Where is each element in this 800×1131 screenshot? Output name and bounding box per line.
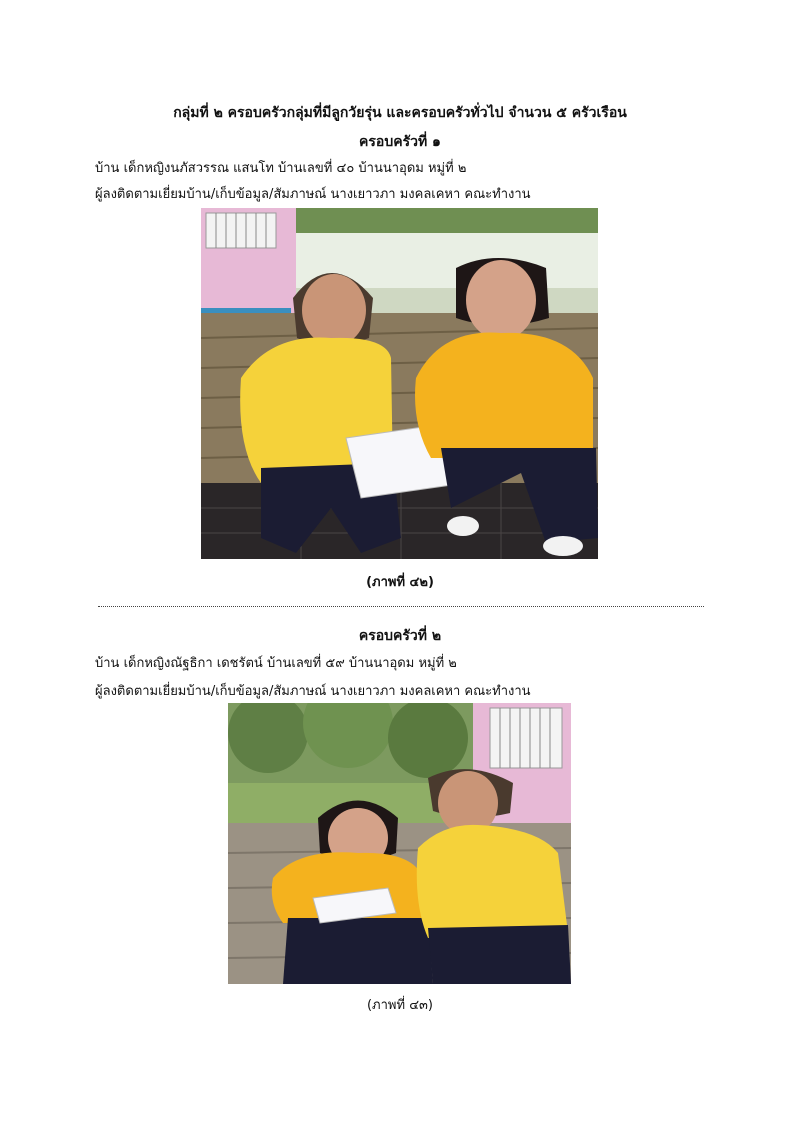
page-heading: กลุ่มที่ ๒ ครอบครัวกลุ่มที่มีลูกวัยรุ่น และครอบครัวทั่วไป จำนวน ๕ ครัวเรือน bbox=[173, 105, 627, 121]
family1-address: บ้าน เด็กหญิงนภัสวรรณ แสนโท บ้านเลขที่ ๔๐ บ้านนาอุดม หมู่ที่ ๒ bbox=[95, 161, 467, 176]
family1-photo bbox=[201, 208, 598, 559]
family2-address: บ้าน เด็กหญิงณัฐธิกา เดชรัตน์ บ้านเลขที่ ๕๙ บ้านนาอุดม หมู่ที่ ๒ bbox=[95, 656, 457, 671]
family2-caption: (ภาพที่ ๔๓) bbox=[366, 998, 433, 1013]
family2-photo bbox=[228, 703, 571, 984]
family2-title: ครอบครัวที่ ๒ bbox=[358, 628, 442, 644]
section-divider bbox=[98, 606, 704, 607]
family1-caption: (ภาพที่ ๔๒) bbox=[366, 575, 434, 590]
family2-visitor: ผู้ลงติดตามเยี่ยมบ้าน/เก็บข้อมูล/สัมภาษณ์ นางเยาวภา มงคลเคหา คณะทำงาน bbox=[95, 684, 531, 699]
family1-visitor: ผู้ลงติดตามเยี่ยมบ้าน/เก็บข้อมูล/สัมภาษณ์ นางเยาวภา มงคลเคหา คณะทำงาน bbox=[95, 187, 531, 202]
family1-title: ครอบครัวที่ ๑ bbox=[359, 134, 441, 150]
